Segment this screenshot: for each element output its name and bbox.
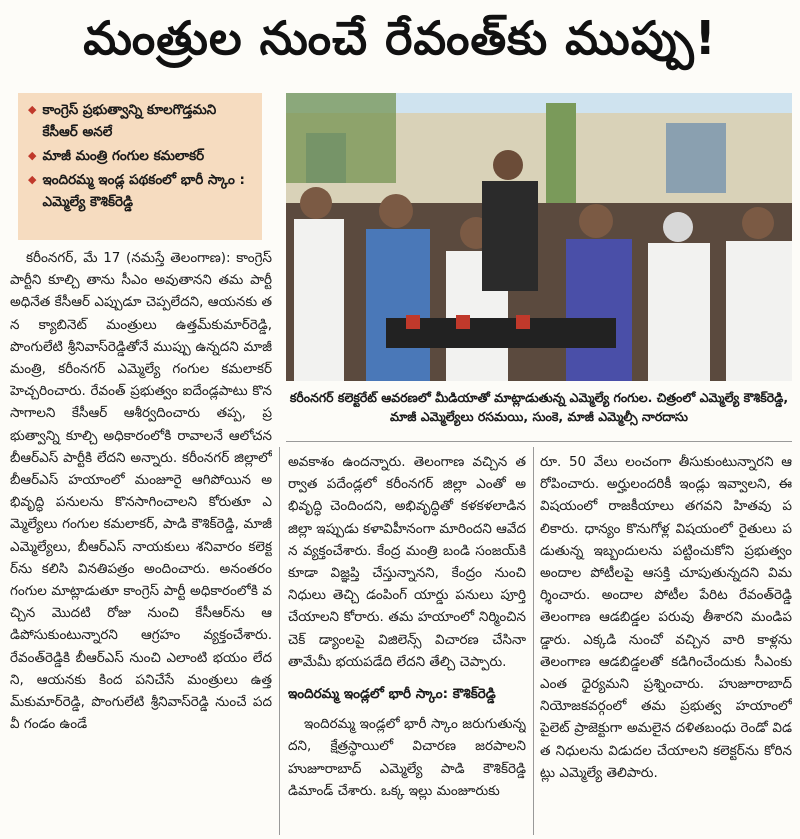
bullet-icon: ◆ bbox=[28, 103, 37, 116]
highlight-item bbox=[28, 99, 252, 143]
news-photo bbox=[286, 93, 792, 381]
highlights-box bbox=[18, 93, 262, 240]
highlight-item bbox=[28, 169, 252, 213]
photo-caption: కరీంనగర్ కలెక్టరేట్ ఆవరణలో మీడియాతో మాట్లాడుతున్న ఎమ్మెల్యే గంగుల. చిత్రంలో ఎమ్మెల్యే కౌశిక్‌రెడ్డి, మాజీ ఎమ్మెల్యేలు రసమయి, సుంకె, మాజీ ఎమ్మెల్సీ నారదాసు bbox=[289, 390, 789, 424]
highlight-text: కాంగ్రెస్ ప్రభుత్వాన్ని కూలగొడ్తమని కేసీఆర్ అనలే bbox=[42, 102, 217, 140]
photo-crowd bbox=[286, 203, 792, 381]
article-column-2 bbox=[288, 451, 526, 833]
press-meet-photo bbox=[286, 93, 792, 381]
column-divider bbox=[533, 447, 534, 835]
bullet-icon: ◆ bbox=[28, 173, 37, 186]
article-column-1 bbox=[10, 247, 272, 832]
highlight-item bbox=[28, 145, 252, 167]
article-column-3 bbox=[540, 451, 792, 833]
highlight-text: మాజీ మంత్రి గంగుల కమలాకర్ bbox=[42, 148, 205, 164]
headline: మంత్రుల నుంచే రేవంత్‌కు ముప్పు! bbox=[83, 11, 717, 65]
article-subheading: ఇందిరమ్మ ఇండ్లలో భారీ స్కాం: కౌశిక్‌రెడ్డి bbox=[288, 686, 496, 703]
article-paragraph: అవకాశం ఉందన్నారు. తెలంగాణ వచ్చిన తర్వాత పదేండ్లలో కరీంనగర్ జిల్లా ఎంతో అభివృద్ధి చెందిందని, అభివృద్ధితో కళకళలాడిన జిల్లా ఇప్పుడు కళావిహీనంగా మారిందని ఆవేదన వ్యక్తంచేశారు. కేంద్ర మంత్రి బండి సంజయ్‌కి కూడా విజ్ఞప్తి చేస్తున్నానని, కేంద్రం నుంచి నిధులు తెచ్చి డంపింగ్ యార్డు పనులు పూర్తి చేయాలని కోరారు. తమ హయాంలో నిర్మించిన చెక్ డ్యాంలపై విజిలెన్స్ విచారణ చేసినా తామేమీ భయపడేది లేదని తేల్చి చెప్పారు. bbox=[288, 454, 526, 670]
bullet-icon: ◆ bbox=[28, 149, 37, 162]
column-divider bbox=[279, 447, 280, 835]
article-paragraph: రూ. 50 వేలు లంచంగా తీసుకుంటున్నారని ఆరోపించారు. అర్హులందరికీ ఇండ్లు ఇవ్వాలని, ఈ విషయంలో రాజకీయాలు తగవని హితవు పలికారు. ధాన్యం కొనుగోళ్ల విషయంలో రైతులు పడుతున్న ఇబ్బందులను పట్టించుకోని ప్రభుత్వం అందాల పోటీలపై ఆసక్తి చూపుతున్నదని విమర్శించారు. అందాల పోటీల పేరిట రేవంత్‌రెడ్డి తెలంగాణ ఆడబిడ్డల పరువు తీశారని మండిపడ్డారు. ఎక్కడి నుంచో వచ్చిన వారి కాళ్లను తెలంగాణ ఆడబిడ్డలతో కడిగించేందుకు సీఎంకు ఎంత ధైర్యమని ప్రశ్నించారు. హుజూరాబాద్ నియోజకవర్గంలో తమ ప్రభుత్వ హయాంలో పైలెట్ ప్రాజెక్టుగా అమలైన దళితబంధు రెండో విడత నిధులను విడుదల చేయాలని కలెక్టర్‌ను కోరినట్లు ఎమ్మెల్యే తెలిపారు. bbox=[540, 454, 792, 781]
article-paragraph: ఇందిరమ్మ ఇండ్లలో భారీ స్కాం జరుగుతున్నదని, క్షేత్రస్థాయిలో విచారణ జరపాలని హుజూరాబాద్ ఎమ్మెల్యే పాడి కౌశిక్‌రెడ్డి డిమాండ్ చేశారు. ఒక్క ఇల్లు మంజూరుకు bbox=[288, 716, 526, 799]
highlight-text: ఇందిరమ్మ ఇండ్ల పథకంలో భారీ స్కాం : ఎమ్మెల్యే కౌశిక్‌రెడ్డి bbox=[42, 172, 245, 210]
caption-divider bbox=[286, 441, 792, 442]
article-paragraph: కరీంనగర్, మే 17 (నమస్తే తెలంగాణ): కాంగ్రెస్ పార్టీని కూల్చి తాను సీఎం అవుతానని తమ పార్టీ అధినేత కేసీఆర్ ఎప్పుడూ చెప్పలేదని, ఆయనకు తన క్యాబినెట్ మంత్రులు ఉత్తమ్‌కుమార్‌రెడ్డి, పొంగులేటి శ్రీనివాస్‌రెడ్డితోనే ముప్పు ఉన్నదని మాజీ మంత్రి, కరీంనగర్ ఎమ్మెల్యే గంగుల కమలాకర్ హెచ్చరించారు. రేవంత్ ప్రభుత్వం ఐదేండ్లపాటు కొనసాగాలని కేసీఆర్ ఆశీర్వదించారు తప్ప, ప్రభుత్వాన్ని కూల్చి అధికారంలోకి రావాలనే ఆలోచన బీఆర్‌ఎస్ పార్టీకి లేదని అన్నారు. కరీంనగర్ జిల్లాలో బీఆర్‌ఎస్ హయాంలో మంజూరై ఆగిపోయిన అభివృద్ధి పనులను కొనసాగించాలని కోరుతూ ఎమ్మెల్యేలు గంగుల కమలాకర్, పాడి కౌశిక్‌రెడ్డి, మాజీ ఎమ్మెల్యేలు, బీఆర్‌ఎస్ నాయకులు శనివారం కలెక్టర్‌ను కలిసి వినతిపత్రం అందించారు. అనంతరం గంగుల మాట్లాడుతూ కాంగ్రెస్ పార్టీ అధికారంలోకి వచ్చిన మొదటి రోజు నుంచి కేసీఆర్‌ను ఆడిపోసుకుంటున్నారని ఆగ్రహం వ్యక్తంచేశారు. రేవంత్‌రెడ్డికి బీఆర్‌ఎస్ నుంచి ఎలాంటి భయం లేదని, ఆయనకు కింద పనిచేసే మంత్రులు ఉత్తమ్‌కుమార్‌రెడ్డి, పొంగులేటి శ్రీనివాస్‌రెడ్డి నుంచే పదవీ గండం ఉండే bbox=[10, 250, 272, 733]
